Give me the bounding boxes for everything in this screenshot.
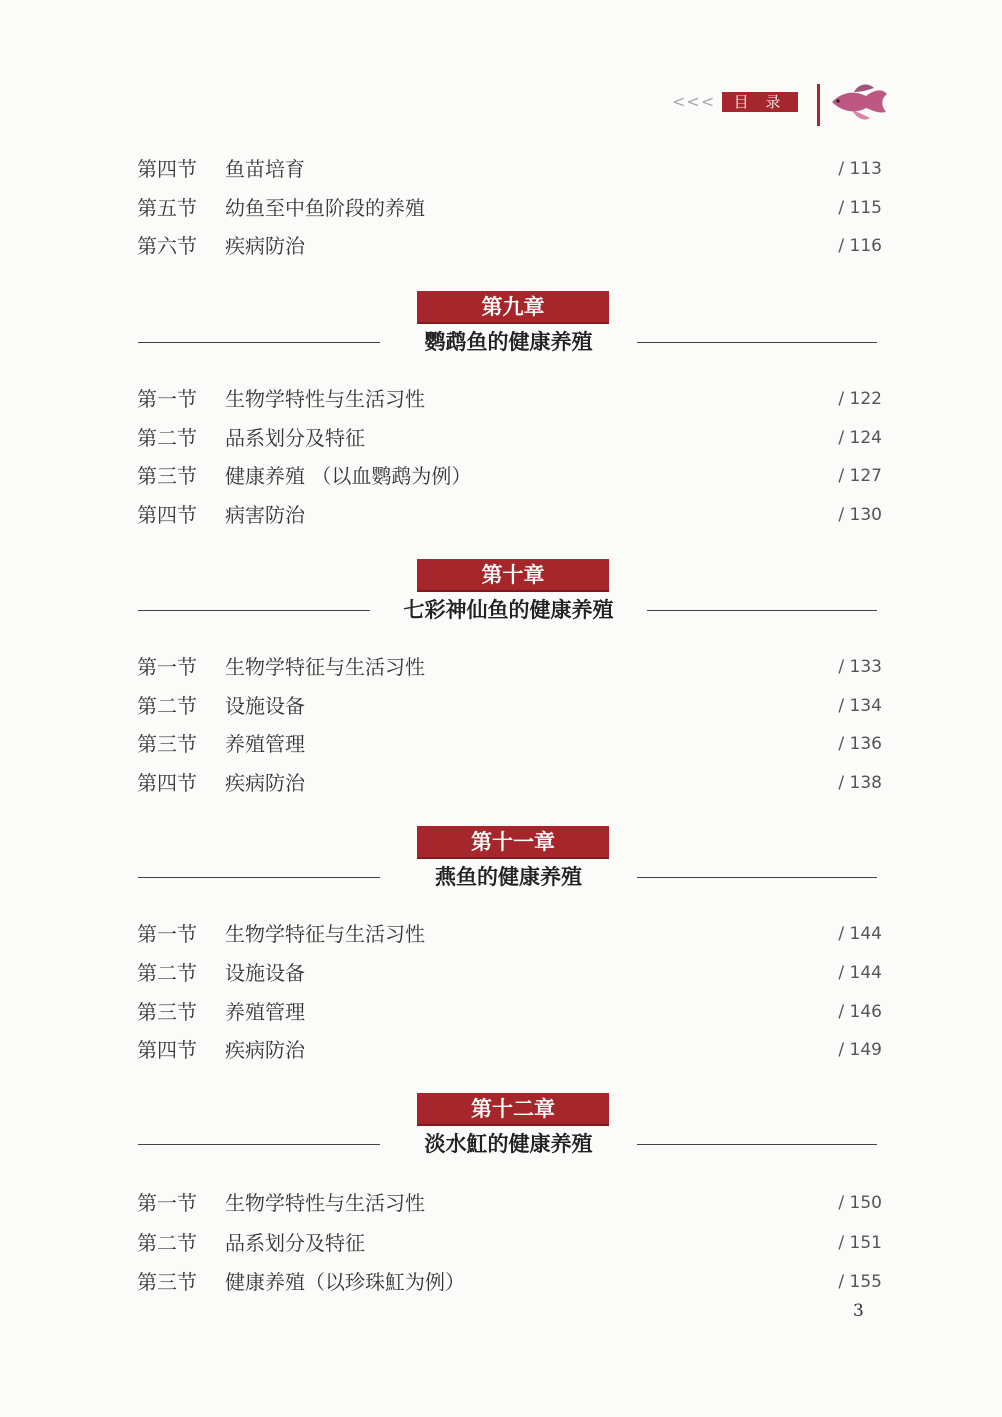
page-ref: / 144 [838,924,882,944]
toc-entry[interactable] [0,460,1002,492]
chapter-label: 第十二章 [417,1093,609,1124]
chapter-heading[interactable] [0,826,1002,916]
toc-entry[interactable] [0,728,1002,760]
section-number: 第二节 [137,694,197,718]
chapter-title: 燕鱼的健康养殖 [435,864,582,889]
section-title: 品系划分及特征 [225,1231,365,1255]
page-ref: / 134 [838,696,882,716]
toc-entry[interactable] [0,383,1002,415]
chapter-title: 鹦鹉鱼的健康养殖 [424,329,593,354]
section-title: 生物学特性与生活习性 [225,1191,425,1215]
toc-entry[interactable] [0,1227,1002,1259]
section-title: 疾病防治 [225,234,305,258]
toc-entry[interactable] [0,422,1002,454]
section-title: 病害防治 [225,503,305,527]
chapter-heading[interactable] [0,1093,1002,1183]
page-ref: / 127 [838,466,882,486]
section-title: 疾病防治 [225,771,305,795]
heading-rule [637,342,877,343]
section-title: 幼鱼至中鱼阶段的养殖 [225,196,425,220]
page-ref: / 133 [838,657,882,677]
page-ref: / 124 [838,428,882,448]
section-number: 第四节 [137,157,197,181]
section-number: 第四节 [137,771,197,795]
page-ref: / 146 [838,1002,882,1022]
toc-label: 目 录 [722,92,798,112]
heading-rule [637,1144,877,1145]
section-number: 第一节 [137,387,197,411]
page-ref: / 138 [838,773,882,793]
section-title: 品系划分及特征 [225,426,365,450]
section-number: 第三节 [137,732,197,756]
toc-entry[interactable] [0,918,1002,950]
section-number: 第三节 [137,1270,197,1294]
page-ref: / 149 [838,1040,882,1060]
section-number: 第三节 [137,464,197,488]
heading-rule [647,610,877,611]
toc-entry[interactable] [0,651,1002,683]
chapter-heading[interactable] [0,291,1002,381]
page-number: 3 [853,1301,864,1321]
section-number: 第一节 [137,922,197,946]
chapter-heading[interactable] [0,559,1002,649]
page-ref: / 116 [838,236,882,256]
section-number: 第二节 [137,961,197,985]
chapter-label: 第十章 [417,559,609,590]
section-title: 生物学特征与生活习性 [225,922,425,946]
chapter-label: 第九章 [417,291,609,322]
fish-icon [824,80,890,124]
toc-entry[interactable] [0,690,1002,722]
heading-rule [637,877,877,878]
heading-rule [138,1144,380,1145]
chapter-label: 第十一章 [417,826,609,857]
heading-rule [138,877,380,878]
section-number: 第四节 [137,1038,197,1062]
section-title: 健康养殖（以珍珠魟为例） [225,1270,465,1294]
page-ref: / 130 [838,505,882,525]
toc-entry[interactable] [0,767,1002,799]
page-ref: / 113 [838,159,882,179]
page-ref: / 122 [838,389,882,409]
section-number: 第四节 [137,503,197,527]
toc-entry[interactable] [0,192,1002,224]
section-number: 第六节 [137,234,197,258]
section-number: 第三节 [137,1000,197,1024]
toc-entry[interactable] [0,1266,1002,1298]
section-number: 第一节 [137,655,197,679]
page-ref: / 136 [838,734,882,754]
section-title: 生物学特征与生活习性 [225,655,425,679]
toc-entry[interactable] [0,153,1002,185]
section-title: 生物学特性与生活习性 [225,387,425,411]
toc-entry[interactable] [0,1034,1002,1066]
section-number: 第五节 [137,196,197,220]
section-number: 第二节 [137,426,197,450]
page-header [0,0,1002,140]
page-ref: / 144 [838,963,882,983]
section-number: 第一节 [137,1191,197,1215]
header-divider [817,84,820,126]
toc-entry[interactable] [0,957,1002,989]
heading-rule [138,610,370,611]
section-title: 设施设备 [225,961,305,985]
section-title: 鱼苗培育 [225,157,305,181]
section-title: 设施设备 [225,694,305,718]
section-title: 养殖管理 [225,1000,305,1024]
toc-entry[interactable] [0,996,1002,1028]
chapter-title: 淡水魟的健康养殖 [424,1131,593,1156]
page-ref: / 150 [838,1193,882,1213]
chevron-decoration: <<< [672,92,716,111]
toc-entry[interactable] [0,499,1002,531]
page-ref: / 115 [838,198,882,218]
page-ref: / 155 [838,1272,882,1292]
toc-entry[interactable] [0,1187,1002,1219]
page-ref: / 151 [838,1233,882,1253]
section-title: 健康养殖 （以血鹦鹉为例） [225,464,472,488]
toc-entry[interactable] [0,230,1002,262]
heading-rule [138,342,380,343]
section-title: 疾病防治 [225,1038,305,1062]
section-number: 第二节 [137,1231,197,1255]
section-title: 养殖管理 [225,732,305,756]
chapter-title: 七彩神仙鱼的健康养殖 [403,597,614,622]
